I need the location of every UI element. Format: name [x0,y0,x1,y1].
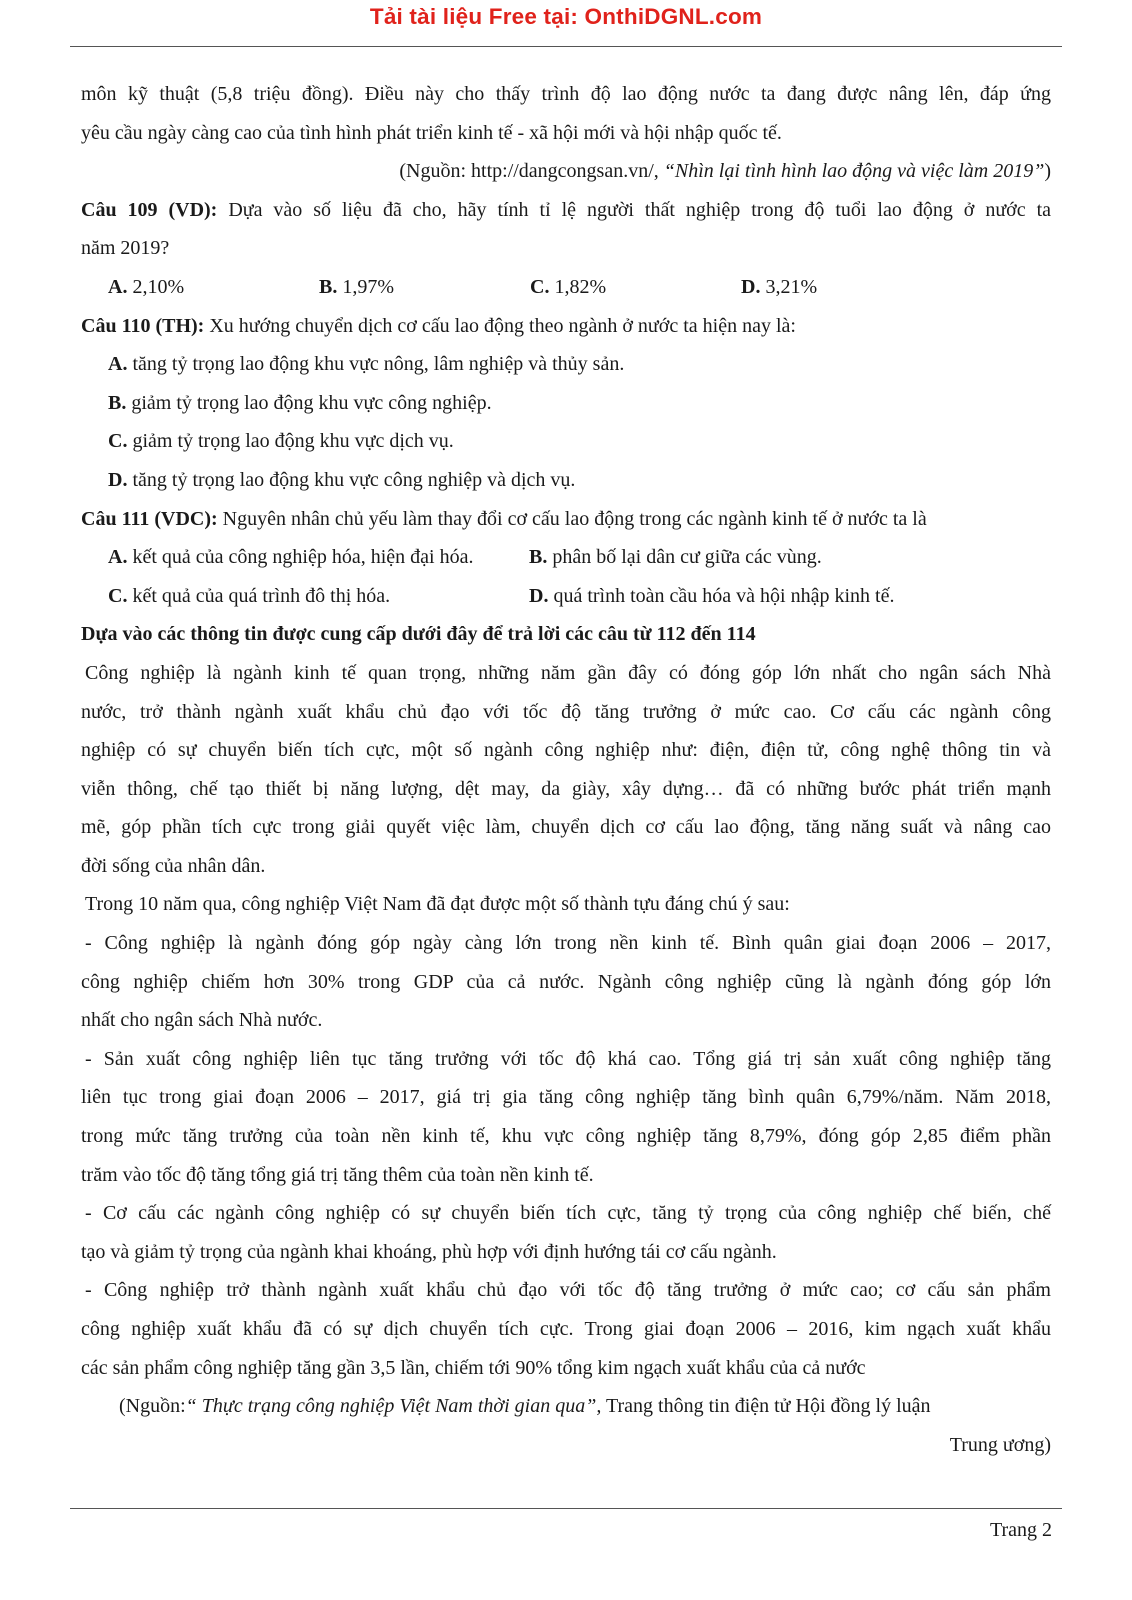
option-c[interactable]: C. kết quả của quá trình đô thị hóa. [108,584,391,607]
passage-line: - Cơ cấu các ngành công nghiệp có sự chuyển biến tích cực, tăng tỷ trọng của công nghiệp chế biến, chế [85,1202,1051,1225]
question-text: Dựa vào số liệu đã cho, hãy tính tỉ lệ người thất nghiệp trong độ tuổi lao động ở nước ta [217,198,1051,221]
question-label: Câu 109 (VD): [81,198,218,221]
question-text-continued: năm 2019? [81,237,170,260]
option-a[interactable]: A. 2,10% [108,275,185,298]
passage-line: Công nghiệp là ngành kinh tế quan trọng, những năm gần đây có đóng góp lớn nhất cho ngân sách Nhà [85,661,1051,684]
question-text: Nguyên nhân chủ yếu làm thay đổi cơ cấu lao động trong các ngành kinh tế ở nước ta là [217,507,927,530]
page-number: Trang 2 [989,1519,1052,1541]
question-111 [81,500,1051,539]
answer-options [81,268,1051,307]
source-suffix: ) [1044,160,1051,183]
passage-line: công nghiệp xuất khẩu đã có sự dịch chuyển tích cực. Trong giai đoạn 2006 – 2016, kim ngạch xuất khẩu [81,1318,1051,1340]
option-b[interactable]: B. phân bố lại dân cư giữa các vùng. [529,546,822,569]
passage-line: mẽ, góp phần tích cực trong giải quyết việc làm, chuyển dịch cơ cấu lao động, tăng năng suất và nâng cao [81,816,1051,839]
source-prefix: (Nguồn: http://dangcongsan.vn/, [399,160,664,183]
paragraph-line: yêu cầu ngày càng cao của tình hình phát triển kinh tế - xã hội mới và hội nhập quốc tế. [81,121,782,144]
passage-line: đời sống của nhân dân. [81,854,266,877]
passage-line: Trong 10 năm qua, công nghiệp Việt Nam đã đạt được một số thành tựu đáng chú ý sau: [85,893,790,916]
question-109 [81,191,1051,230]
header-download-link[interactable]: Tải tài liệu Free tại: OnthiDGNL.com [369,4,763,29]
option-a[interactable]: A. kết quả của công nghiệp hóa, hiện đại hóa. [108,546,474,569]
passage-line: trăm vào tốc độ tăng tổng giá trị tăng thêm của toàn nền kinh tế. [81,1163,594,1186]
answer-options [81,538,1051,577]
passage-line: - Sản xuất công nghiệp liên tục tăng trưởng với tốc độ khá cao. Tổng giá trị sản xuất công nghiệp tăng [85,1047,1051,1070]
question-label: Câu 110 (TH): [81,314,205,337]
question-text: Xu hướng chuyển dịch cơ cấu lao động theo ngành ở nước ta hiện nay là: [204,314,796,337]
source-citation [81,152,1051,191]
option-c[interactable]: C. giảm tỷ trọng lao động khu vực dịch vụ. [108,430,454,453]
question-110 [81,307,1051,346]
question-label: Câu 111 (VDC): [81,507,218,530]
passage-line: liên tục trong giai đoạn 2006 – 2017, giá trị gia tăng công nghiệp tăng bình quân 6,79%/năm. Năm 2018, [81,1086,1051,1109]
passage-line: tạo và giảm tỷ trọng của ngành khai khoáng, phù hợp với định hướng tái cơ cấu ngành. [81,1240,777,1263]
source-prefix: (Nguồn: [119,1395,186,1418]
option-d[interactable]: D. quá trình toàn cầu hóa và hội nhập kinh tế. [529,584,895,607]
option-b[interactable]: B. 1,97% [319,275,395,298]
passage-line: nhất cho ngân sách Nhà nước. [81,1009,323,1032]
option-c[interactable]: C. 1,82% [530,275,607,298]
option-b[interactable]: B. giảm tỷ trọng lao động khu vực công nghiệp. [108,391,492,414]
header-divider [70,46,1062,47]
answer-options [81,577,1051,616]
passage-line: nước, trở thành ngành xuất khẩu chủ đạo với tốc độ tăng trưởng ở mức cao. Cơ cấu các ngành công [81,700,1051,723]
passage-line: công nghiệp chiếm hơn 30% trong GDP của cả nước. Ngành công nghiệp cũng là ngành đóng góp lớn [81,970,1051,993]
source-title: “ Thực trạng công nghiệp Việt Nam thời gian qua”, [185,1395,602,1418]
passage-source-continued: Trung ương) [949,1433,1051,1456]
passage-line: nghiệp có sự chuyển biến tích cực, một số ngành công nghiệp như: điện, điện tử, công nghệ thông tin và [81,739,1051,762]
option-d[interactable]: D. tăng tỷ trọng lao động khu vực công nghiệp và dịch vụ. [108,468,576,491]
passage-line: - Công nghiệp là ngành đóng góp ngày càng lớn trong nền kinh tế. Bình quân giai đoạn 2006 – 2017, [85,932,1051,955]
option-a[interactable]: A. tăng tỷ trọng lao động khu vực nông, lâm nghiệp và thủy sản. [108,353,625,376]
option-d[interactable]: D. 3,21% [741,275,818,298]
passage-source [81,1387,1051,1426]
passage-line: viễn thông, chế tạo thiết bị năng lượng, dệt may, da giày, xây dựng… đã có những bước phát triển mạnh [81,777,1051,800]
source-rest: Trang thông tin điện tử Hội đồng lý luận [601,1395,931,1418]
passage-line: trong mức tăng trưởng của toàn nền kinh tế, khu vực công nghiệp tăng 8,79%, đóng góp 2,85 điểm phần [81,1125,1051,1148]
footer-divider [70,1508,1062,1509]
page-content [81,75,1051,1464]
source-title: “Nhìn lại tình hình lao động và việc làm 2019” [663,160,1045,183]
paragraph-line: môn kỹ thuật (5,8 triệu đồng). Điều này cho thấy trình độ lao động nước ta đang được nâng lên, đáp ứng [81,83,1051,105]
section-heading: Dựa vào các thông tin được cung cấp dưới đây để trả lời các câu từ 112 đến 114 [81,623,756,646]
passage-line: - Công nghiệp trở thành ngành xuất khẩu chủ đạo với tốc độ tăng trưởng ở mức cao; cơ cấu sản phẩm [85,1279,1051,1302]
passage-line: các sản phẩm công nghiệp tăng gần 3,5 lần, chiếm tới 90% tổng kim ngạch xuất khẩu của cả nước [81,1356,866,1379]
